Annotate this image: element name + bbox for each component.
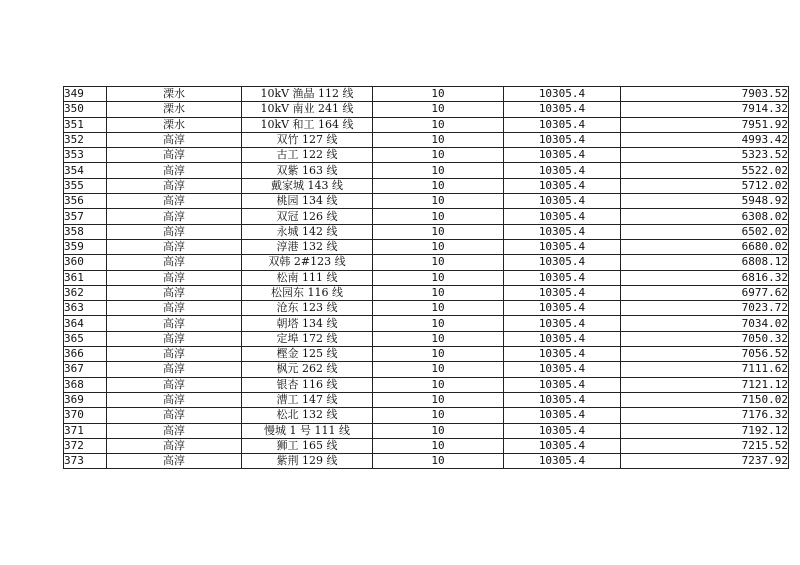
- cell-voltage: 10: [373, 423, 504, 438]
- cell-row-number: 360: [64, 255, 107, 270]
- table-row: [64, 347, 789, 362]
- table-row: [64, 224, 789, 239]
- cell-line-name: 樫金 125 线: [242, 347, 373, 362]
- cell-line-name: 双韩 2#123 线: [242, 255, 373, 270]
- cell-row-number: 349: [64, 87, 107, 102]
- cell-value: 7111.62: [621, 362, 789, 377]
- cell-region: 高淳: [107, 438, 242, 453]
- cell-capacity: 10305.4: [504, 438, 621, 453]
- cell-value: 7903.52: [621, 87, 789, 102]
- cell-line-name: 双紫 163 线: [242, 163, 373, 178]
- cell-region: 高淳: [107, 255, 242, 270]
- table-row: [64, 87, 789, 102]
- cell-value: 6808.12: [621, 255, 789, 270]
- cell-voltage: 10: [373, 132, 504, 147]
- cell-row-number: 354: [64, 163, 107, 178]
- cell-voltage: 10: [373, 270, 504, 285]
- cell-region: 高淳: [107, 209, 242, 224]
- table-row: [64, 178, 789, 193]
- cell-line-name: 松园东 116 线: [242, 285, 373, 300]
- cell-voltage: 10: [373, 163, 504, 178]
- cell-value: 7215.52: [621, 438, 789, 453]
- table-row: [64, 102, 789, 117]
- cell-capacity: 10305.4: [504, 87, 621, 102]
- table-row: [64, 270, 789, 285]
- cell-capacity: 10305.4: [504, 454, 621, 469]
- cell-line-name: 桃园 134 线: [242, 194, 373, 209]
- cell-row-number: 359: [64, 239, 107, 254]
- cell-region: 高淳: [107, 331, 242, 346]
- cell-capacity: 10305.4: [504, 347, 621, 362]
- cell-capacity: 10305.4: [504, 423, 621, 438]
- table-row: [64, 392, 789, 407]
- table-row: [64, 148, 789, 163]
- cell-capacity: 10305.4: [504, 163, 621, 178]
- cell-value: 6502.02: [621, 224, 789, 239]
- cell-voltage: 10: [373, 194, 504, 209]
- cell-capacity: 10305.4: [504, 285, 621, 300]
- cell-region: 高淳: [107, 285, 242, 300]
- cell-region: 高淳: [107, 408, 242, 423]
- table-row: [64, 377, 789, 392]
- cell-value: 7056.52: [621, 347, 789, 362]
- cell-value: 7176.32: [621, 408, 789, 423]
- cell-line-name: 10kV 和工 164 线: [242, 117, 373, 132]
- cell-region: 高淳: [107, 454, 242, 469]
- table-row: [64, 438, 789, 453]
- line-capacity-table: [63, 86, 789, 469]
- cell-voltage: 10: [373, 102, 504, 117]
- cell-voltage: 10: [373, 392, 504, 407]
- cell-line-name: 淳港 132 线: [242, 239, 373, 254]
- cell-value: 6308.02: [621, 209, 789, 224]
- table-row: [64, 239, 789, 254]
- cell-region: 高淳: [107, 224, 242, 239]
- cell-region: 高淳: [107, 377, 242, 392]
- cell-row-number: 365: [64, 331, 107, 346]
- cell-capacity: 10305.4: [504, 224, 621, 239]
- cell-capacity: 10305.4: [504, 331, 621, 346]
- cell-region: 高淳: [107, 423, 242, 438]
- cell-region: 高淳: [107, 178, 242, 193]
- cell-capacity: 10305.4: [504, 132, 621, 147]
- cell-region: 高淳: [107, 270, 242, 285]
- cell-line-name: 慢城 1 号 111 线: [242, 423, 373, 438]
- cell-row-number: 350: [64, 102, 107, 117]
- table-row: [64, 331, 789, 346]
- cell-row-number: 355: [64, 178, 107, 193]
- cell-region: 高淳: [107, 301, 242, 316]
- cell-value: 7237.92: [621, 454, 789, 469]
- cell-voltage: 10: [373, 331, 504, 346]
- table-row: [64, 316, 789, 331]
- cell-region: 高淳: [107, 239, 242, 254]
- cell-line-name: 枫元 262 线: [242, 362, 373, 377]
- cell-line-name: 朝塔 134 线: [242, 316, 373, 331]
- cell-capacity: 10305.4: [504, 117, 621, 132]
- cell-value: 5522.02: [621, 163, 789, 178]
- cell-value: 7034.02: [621, 316, 789, 331]
- cell-value: 5712.02: [621, 178, 789, 193]
- cell-region: 高淳: [107, 194, 242, 209]
- cell-region: 高淳: [107, 132, 242, 147]
- cell-voltage: 10: [373, 117, 504, 132]
- cell-capacity: 10305.4: [504, 178, 621, 193]
- cell-row-number: 358: [64, 224, 107, 239]
- cell-line-name: 漕工 147 线: [242, 392, 373, 407]
- cell-region: 高淳: [107, 347, 242, 362]
- cell-value: 7150.02: [621, 392, 789, 407]
- cell-capacity: 10305.4: [504, 209, 621, 224]
- cell-row-number: 362: [64, 285, 107, 300]
- cell-value: 7121.12: [621, 377, 789, 392]
- cell-region: 高淳: [107, 316, 242, 331]
- cell-capacity: 10305.4: [504, 255, 621, 270]
- cell-value: 6680.02: [621, 239, 789, 254]
- cell-voltage: 10: [373, 301, 504, 316]
- cell-voltage: 10: [373, 178, 504, 193]
- cell-capacity: 10305.4: [504, 194, 621, 209]
- cell-capacity: 10305.4: [504, 301, 621, 316]
- cell-row-number: 352: [64, 132, 107, 147]
- cell-value: 4993.42: [621, 132, 789, 147]
- cell-voltage: 10: [373, 377, 504, 392]
- cell-row-number: 357: [64, 209, 107, 224]
- cell-capacity: 10305.4: [504, 102, 621, 117]
- cell-region: 高淳: [107, 163, 242, 178]
- cell-voltage: 10: [373, 224, 504, 239]
- cell-capacity: 10305.4: [504, 316, 621, 331]
- table-row: [64, 301, 789, 316]
- cell-voltage: 10: [373, 285, 504, 300]
- cell-line-name: 永城 142 线: [242, 224, 373, 239]
- cell-line-name: 松南 111 线: [242, 270, 373, 285]
- cell-row-number: 353: [64, 148, 107, 163]
- cell-region: 溧水: [107, 87, 242, 102]
- table-row: [64, 408, 789, 423]
- cell-line-name: 双竹 127 线: [242, 132, 373, 147]
- cell-voltage: 10: [373, 255, 504, 270]
- cell-row-number: 351: [64, 117, 107, 132]
- cell-line-name: 戴家城 143 线: [242, 178, 373, 193]
- cell-value: 6816.32: [621, 270, 789, 285]
- cell-value: 6977.62: [621, 285, 789, 300]
- cell-line-name: 沧东 123 线: [242, 301, 373, 316]
- cell-line-name: 定埠 172 线: [242, 331, 373, 346]
- cell-value: 5323.52: [621, 148, 789, 163]
- cell-region: 高淳: [107, 392, 242, 407]
- cell-region: 溧水: [107, 102, 242, 117]
- cell-voltage: 10: [373, 362, 504, 377]
- table-row: [64, 163, 789, 178]
- cell-capacity: 10305.4: [504, 377, 621, 392]
- cell-line-name: 双冠 126 线: [242, 209, 373, 224]
- cell-value: 7192.12: [621, 423, 789, 438]
- cell-voltage: 10: [373, 239, 504, 254]
- cell-row-number: 356: [64, 194, 107, 209]
- cell-line-name: 松北 132 线: [242, 408, 373, 423]
- table-row: [64, 423, 789, 438]
- table-row: [64, 255, 789, 270]
- table-row: [64, 285, 789, 300]
- table-row: [64, 194, 789, 209]
- cell-value: 7050.32: [621, 331, 789, 346]
- cell-capacity: 10305.4: [504, 239, 621, 254]
- cell-row-number: 363: [64, 301, 107, 316]
- cell-voltage: 10: [373, 454, 504, 469]
- cell-capacity: 10305.4: [504, 362, 621, 377]
- cell-row-number: 373: [64, 454, 107, 469]
- cell-line-name: 银杏 116 线: [242, 377, 373, 392]
- table-body: [64, 87, 789, 469]
- cell-capacity: 10305.4: [504, 270, 621, 285]
- table-row: [64, 454, 789, 469]
- cell-line-name: 10kV 渔晶 112 线: [242, 87, 373, 102]
- cell-voltage: 10: [373, 87, 504, 102]
- cell-voltage: 10: [373, 209, 504, 224]
- cell-row-number: 372: [64, 438, 107, 453]
- cell-voltage: 10: [373, 148, 504, 163]
- cell-row-number: 364: [64, 316, 107, 331]
- cell-region: 溧水: [107, 117, 242, 132]
- cell-voltage: 10: [373, 347, 504, 362]
- cell-row-number: 361: [64, 270, 107, 285]
- cell-row-number: 370: [64, 408, 107, 423]
- cell-row-number: 367: [64, 362, 107, 377]
- cell-voltage: 10: [373, 438, 504, 453]
- cell-capacity: 10305.4: [504, 148, 621, 163]
- cell-row-number: 366: [64, 347, 107, 362]
- cell-value: 7023.72: [621, 301, 789, 316]
- cell-voltage: 10: [373, 408, 504, 423]
- cell-line-name: 10kV 南业 241 线: [242, 102, 373, 117]
- cell-line-name: 紫荆 129 线: [242, 454, 373, 469]
- cell-value: 7914.32: [621, 102, 789, 117]
- cell-value: 7951.92: [621, 117, 789, 132]
- cell-row-number: 371: [64, 423, 107, 438]
- table-row: [64, 209, 789, 224]
- cell-row-number: 369: [64, 392, 107, 407]
- cell-capacity: 10305.4: [504, 408, 621, 423]
- table-row: [64, 132, 789, 147]
- cell-line-name: 狮工 165 线: [242, 438, 373, 453]
- cell-region: 高淳: [107, 148, 242, 163]
- cell-line-name: 古工 122 线: [242, 148, 373, 163]
- cell-value: 5948.92: [621, 194, 789, 209]
- cell-region: 高淳: [107, 362, 242, 377]
- table-row: [64, 117, 789, 132]
- cell-row-number: 368: [64, 377, 107, 392]
- cell-capacity: 10305.4: [504, 392, 621, 407]
- cell-voltage: 10: [373, 316, 504, 331]
- table-row: [64, 362, 789, 377]
